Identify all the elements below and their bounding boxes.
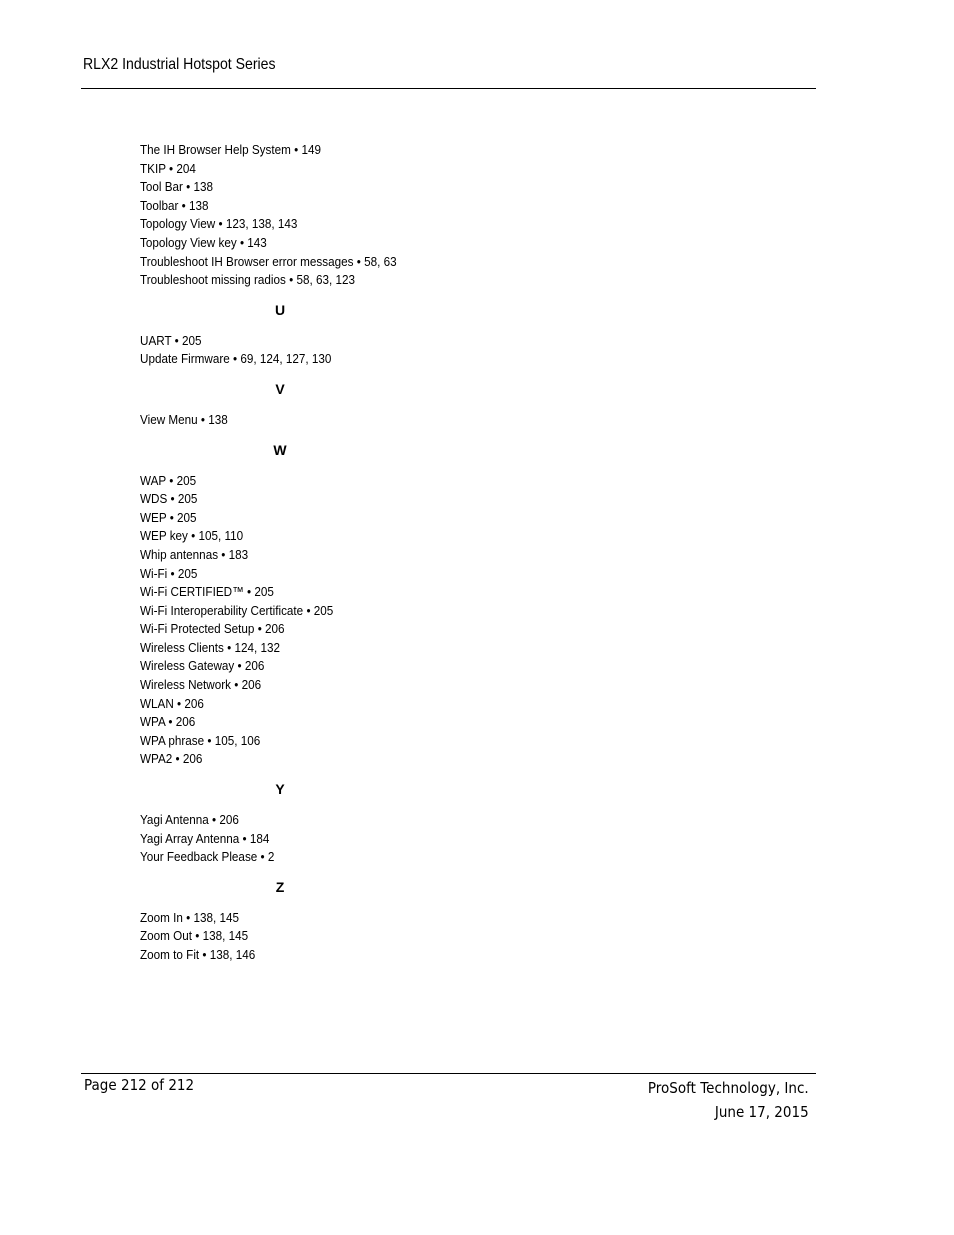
- index-entry: Troubleshoot IH Browser error messages • 58, 63: [140, 253, 397, 269]
- index-entry: Topology View key • 143: [140, 234, 267, 250]
- index-entry: Whip antennas • 183: [140, 546, 249, 562]
- index-entry: Yagi Antenna • 206: [140, 812, 239, 828]
- index-entry: UART • 205: [140, 332, 202, 348]
- index-entry: Tool Bar • 138: [140, 179, 214, 195]
- index-entry: Wireless Gateway • 206: [140, 658, 265, 674]
- index-entry: View Menu • 138: [140, 411, 228, 427]
- index-section: [140, 141, 540, 290]
- index-section-letter: W: [273, 441, 287, 458]
- index-entry: WDS • 205: [140, 491, 198, 507]
- index-section-letter: Z: [275, 878, 285, 895]
- index-section: [140, 301, 540, 369]
- index-entry: Wireless Network • 206: [140, 677, 262, 693]
- index-entry: Your Feedback Please • 2: [140, 849, 275, 865]
- index-entry: Toolbar • 138: [140, 197, 209, 213]
- index-entry: Troubleshoot missing radios • 58, 63, 123: [140, 272, 356, 288]
- index-section-letter: V: [275, 380, 285, 397]
- footer-divider: [81, 1073, 816, 1074]
- index-entry: WEP key • 105, 110: [140, 528, 244, 544]
- index-entry: Zoom Out • 138, 145: [140, 928, 249, 944]
- index-entry: TKIP • 204: [140, 160, 196, 176]
- footer-publisher: [648, 1076, 809, 1124]
- index-entry: Zoom In • 138, 145: [140, 909, 240, 925]
- index-section-letter: Y: [275, 781, 285, 798]
- index-entry: WEP • 205: [140, 509, 197, 525]
- index-entry: WPA • 206: [140, 714, 196, 730]
- footer-company: ProSoft Technology, Inc.: [648, 1079, 809, 1097]
- index-entry: Yagi Array Antenna • 184: [140, 830, 270, 846]
- footer-page-number: Page 212 of 212: [84, 1076, 195, 1094]
- index-entry: The IH Browser Help System • 149: [140, 142, 321, 157]
- footer-date: June 17, 2015: [715, 1103, 809, 1121]
- index-entry: WLAN • 206: [140, 695, 204, 711]
- index-section: [140, 780, 540, 867]
- index-entry: WPA phrase • 105, 106: [140, 732, 261, 748]
- index-entry: Topology View • 123, 138, 143: [140, 216, 298, 232]
- index-entry: Wi-Fi Interoperability Certificate • 205: [140, 602, 334, 618]
- index-entry: WPA2 • 206: [140, 751, 203, 767]
- index-entry: Update Firmware • 69, 124, 127, 130: [140, 351, 332, 367]
- header-divider: [81, 88, 816, 89]
- index-entry: Zoom to Fit • 138, 146: [140, 947, 256, 962]
- index-section: [140, 878, 540, 965]
- index-entry: WAP • 205: [140, 472, 197, 488]
- index-list: [140, 141, 540, 965]
- index-entry: Wi-Fi Protected Setup • 206: [140, 621, 285, 637]
- index-section: [140, 380, 540, 430]
- index-entry: Wi-Fi CERTIFIED™ • 205: [140, 584, 274, 600]
- index-entry: Wireless Clients • 124, 132: [140, 639, 281, 655]
- index-section-letter: U: [274, 301, 286, 318]
- document-header-title: RLX2 Industrial Hotspot Series: [83, 56, 276, 73]
- index-section: [140, 441, 540, 770]
- index-entry: Wi-Fi • 205: [140, 565, 198, 581]
